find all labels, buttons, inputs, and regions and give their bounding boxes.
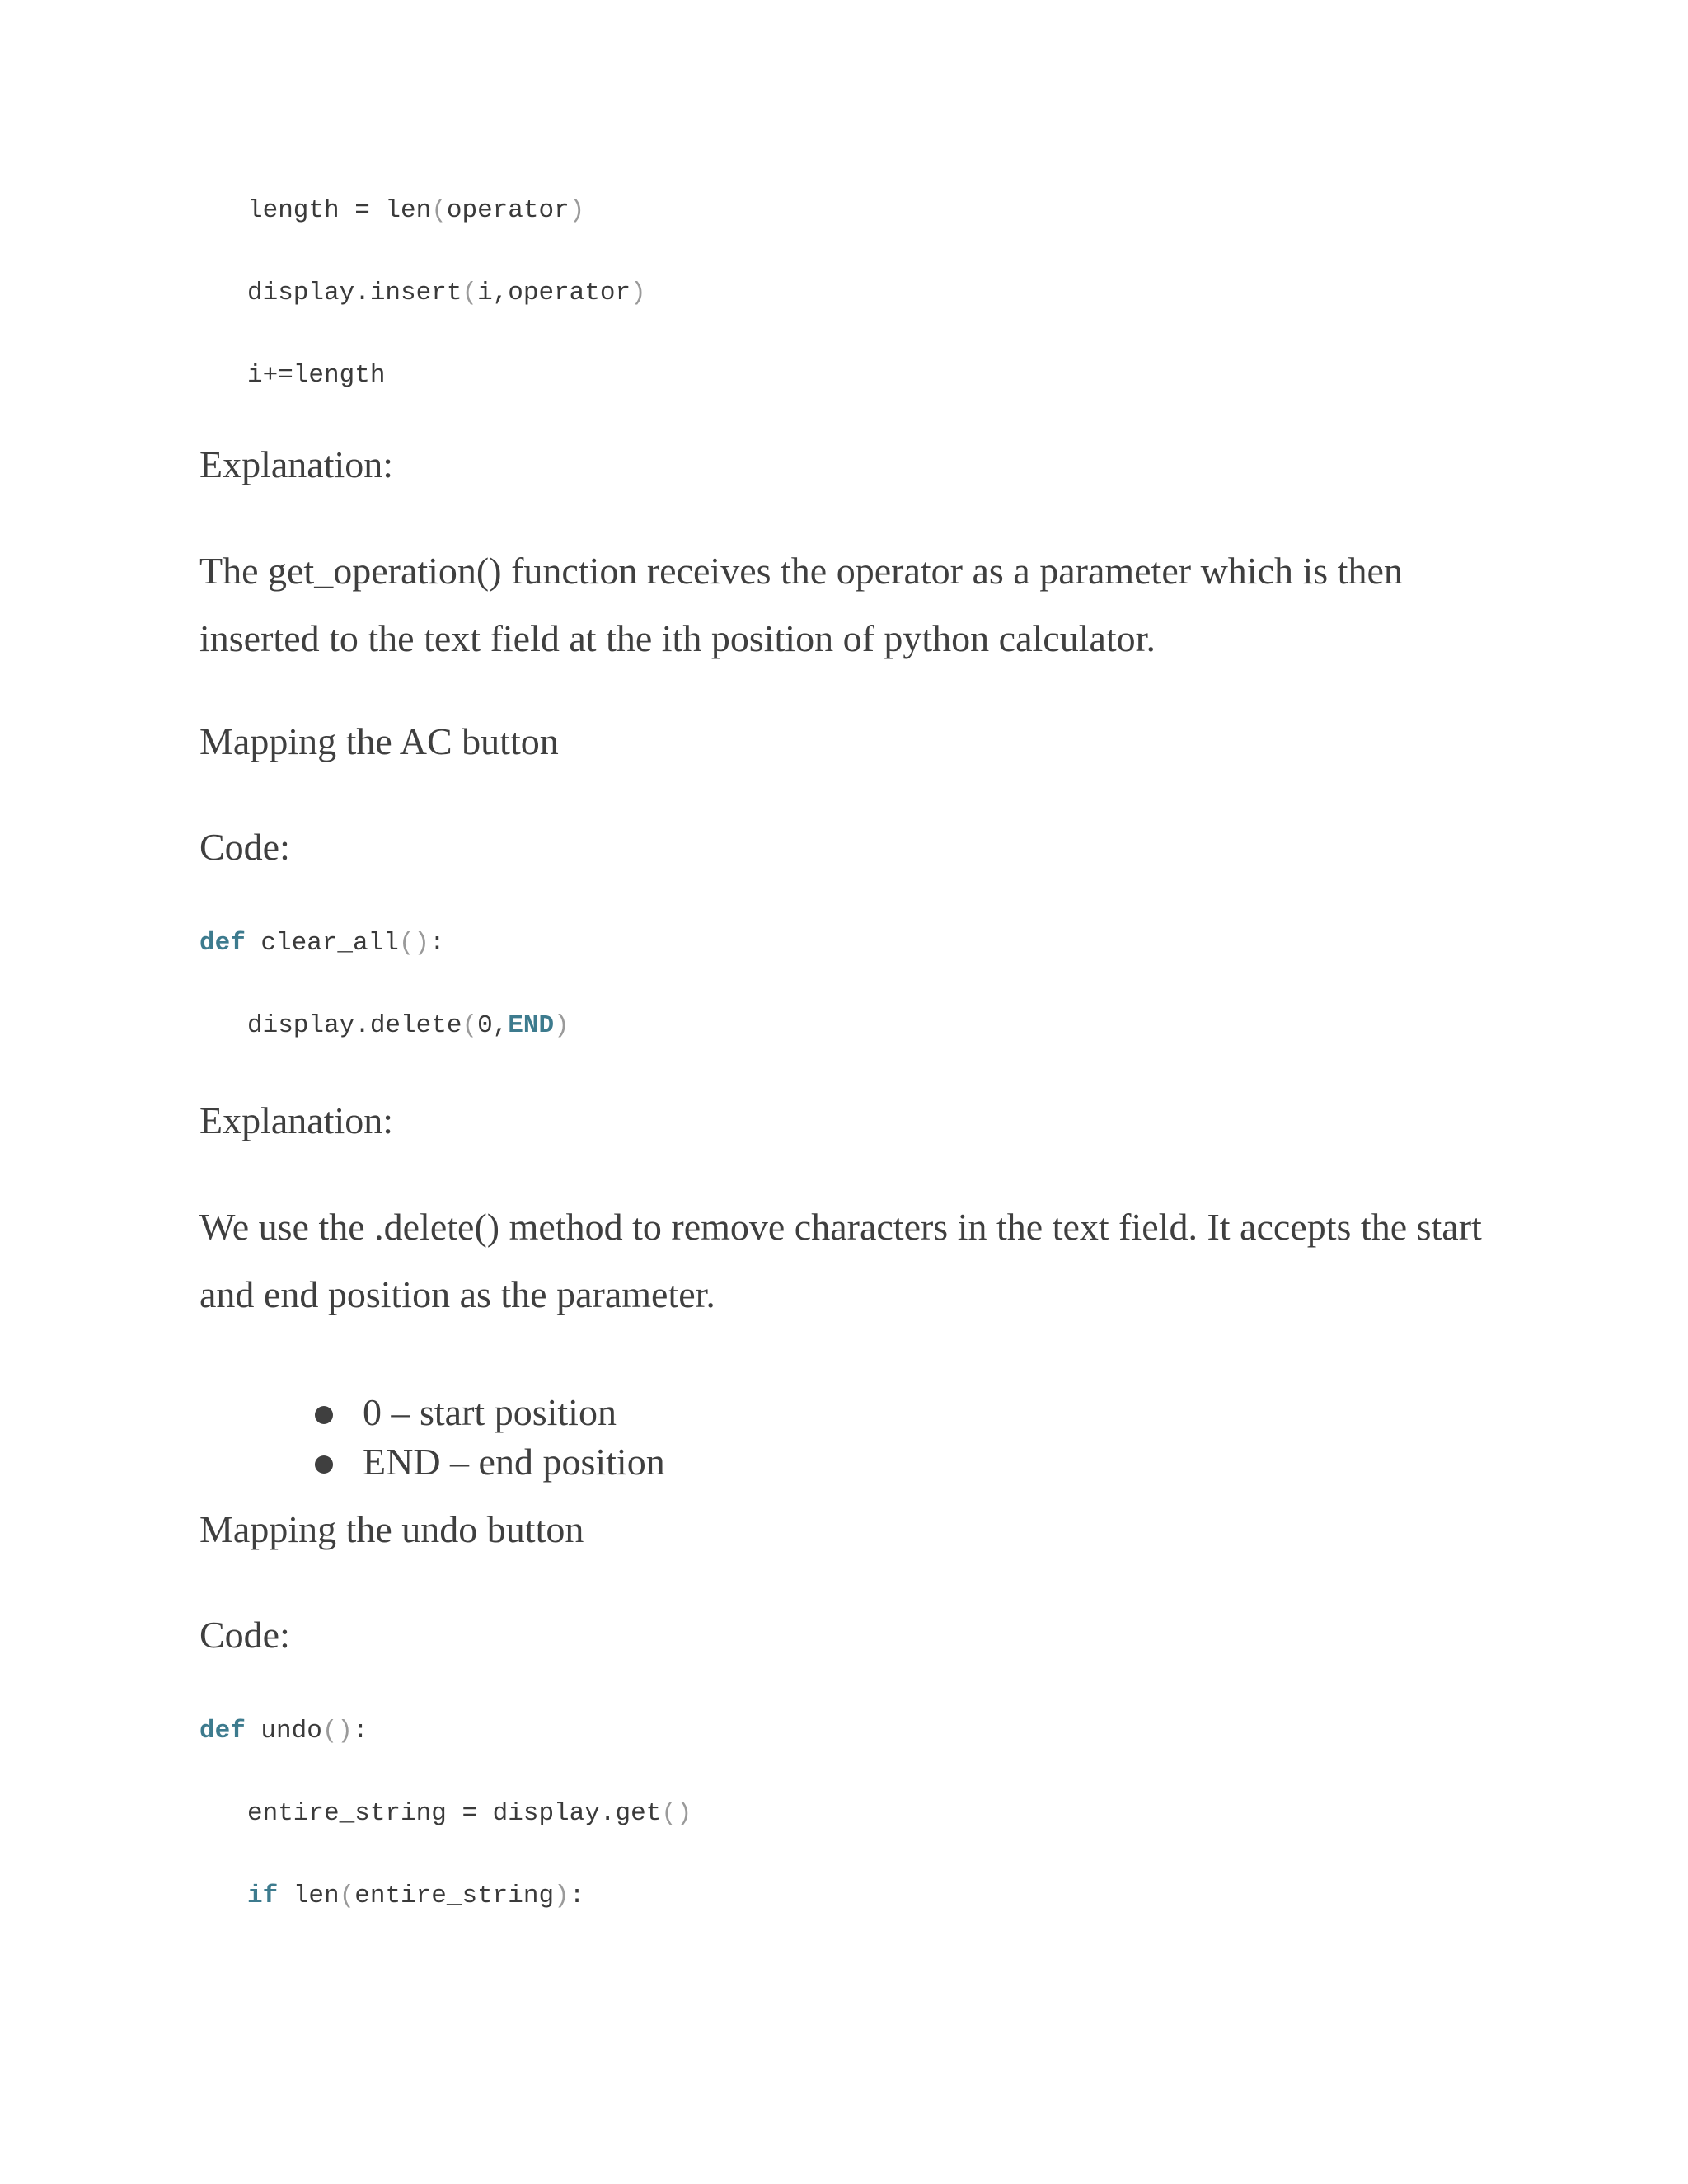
explanation-heading: Explanation: — [199, 443, 394, 485]
list-item-text: 0 – start position — [363, 1391, 617, 1433]
code-text: length = len — [247, 196, 432, 225]
list-item — [310, 1388, 665, 1437]
bullet-list — [310, 1388, 665, 1487]
code-punctuation: ( — [339, 1882, 355, 1910]
bullet-icon — [315, 1406, 333, 1424]
code-line-increment — [247, 359, 385, 392]
code-label: Code: — [199, 826, 290, 868]
code-text: i,operator — [477, 279, 631, 307]
code-line-def-undo — [199, 1715, 368, 1748]
code-text: : — [569, 1882, 585, 1910]
section-heading-undo: Mapping the undo button — [199, 1508, 584, 1550]
code-punctuation: () — [398, 929, 430, 958]
code-punctuation: ( — [462, 1011, 478, 1040]
code-text: entire_string — [354, 1882, 555, 1910]
code-text: entire_string = display.get — [247, 1799, 662, 1828]
code-text: undo — [245, 1717, 322, 1746]
code-line-insert — [247, 277, 646, 310]
code-text: i+=length — [247, 361, 386, 390]
code-punctuation: ( — [431, 196, 447, 225]
code-line-if-len — [247, 1880, 584, 1913]
code-line-length — [247, 194, 584, 227]
explanation-paragraph: We use the .delete() method to remove characters in the text field. It accepts the start and end position as the parameter. — [199, 1206, 1482, 1315]
code-text: : — [353, 1717, 368, 1746]
code-punctuation: ) — [631, 279, 646, 307]
bullet-icon — [315, 1455, 333, 1474]
section-heading-ac: Mapping the AC button — [199, 720, 559, 762]
code-text: operator — [446, 196, 570, 225]
code-keyword: def — [199, 1717, 246, 1746]
code-text: clear_all — [245, 929, 399, 958]
code-text: display.delete — [247, 1011, 462, 1040]
code-text: len — [278, 1882, 340, 1910]
code-line-delete — [247, 1010, 570, 1043]
code-text: 0, — [477, 1011, 509, 1040]
code-keyword: if — [247, 1882, 279, 1910]
code-punctuation: () — [661, 1799, 692, 1828]
list-item-text: END – end position — [363, 1441, 665, 1483]
code-punctuation: ) — [569, 196, 585, 225]
explanation-paragraph: The get_operation() function receives the operator as a parameter which is then inserted to the text field at the ith position of python calculator. — [199, 550, 1403, 659]
code-line-def-clear-all — [199, 927, 445, 960]
code-label: Code: — [199, 1614, 290, 1656]
code-punctuation: ) — [554, 1882, 570, 1910]
code-punctuation: ) — [554, 1011, 570, 1040]
code-punctuation: ( — [462, 279, 478, 307]
code-keyword: def — [199, 929, 246, 958]
explanation-heading: Explanation: — [199, 1099, 394, 1141]
code-line-entire-string — [247, 1797, 692, 1830]
code-text: : — [429, 929, 445, 958]
code-punctuation: () — [321, 1717, 354, 1746]
list-item — [310, 1437, 665, 1487]
code-keyword: END — [508, 1011, 555, 1040]
code-text: display.insert — [247, 279, 462, 307]
